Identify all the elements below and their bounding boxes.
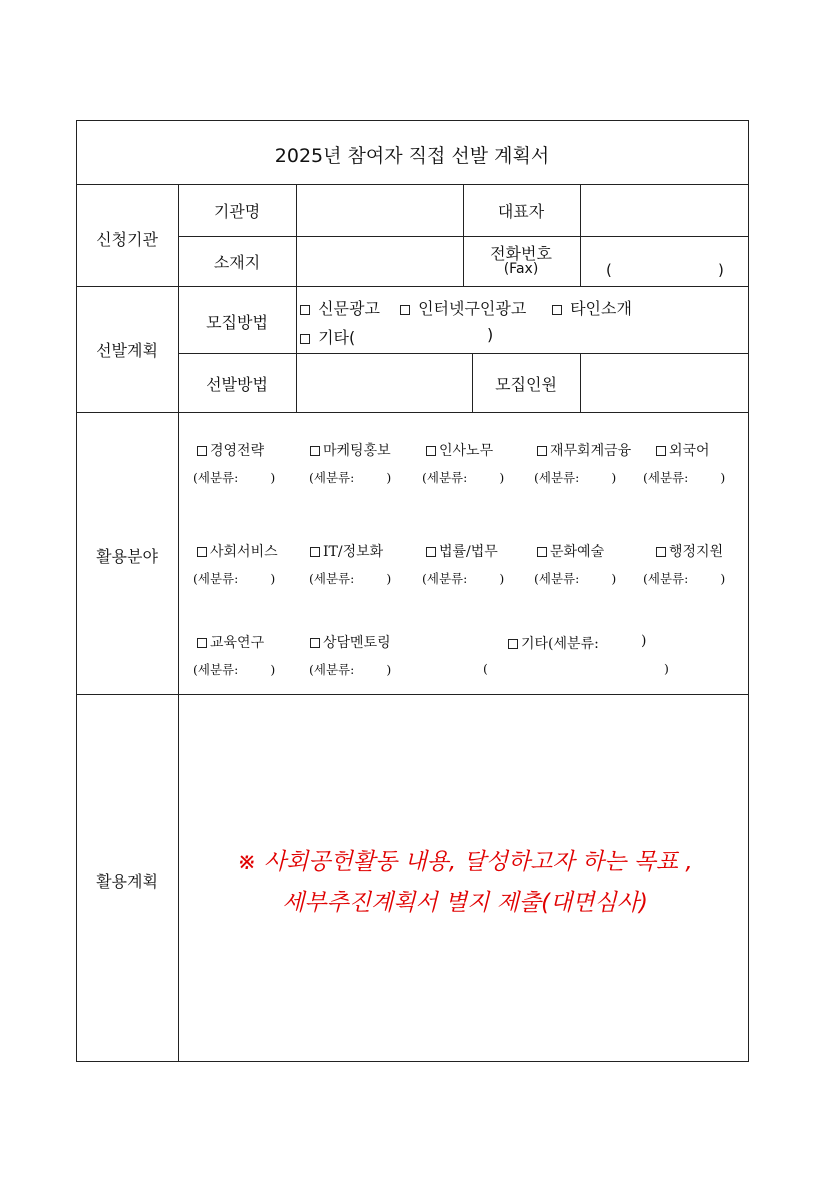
subcategory-close: )	[499, 470, 505, 485]
recruit-count-label: 모집인원	[495, 375, 557, 394]
field-option[interactable]	[310, 440, 391, 460]
subcategory-close: )	[270, 571, 276, 586]
checkbox-icon[interactable]	[300, 305, 310, 315]
checkbox-icon[interactable]	[310, 547, 320, 557]
selection-method-field[interactable]	[298, 355, 471, 411]
subcategory-field[interactable]	[643, 468, 725, 486]
field-other-paren-close: )	[664, 661, 669, 676]
subcategory-label: (세분류:	[193, 662, 239, 677]
divider	[296, 184, 297, 286]
divider	[76, 184, 749, 185]
checkbox-icon[interactable]	[426, 547, 436, 557]
section-label-selection-plan: 선발계획	[96, 341, 158, 360]
recruit-other-close: )	[487, 325, 494, 344]
divider	[76, 694, 749, 695]
checkbox-icon[interactable]	[310, 638, 320, 648]
checkbox-icon[interactable]	[426, 446, 436, 456]
checkbox-icon[interactable]	[537, 446, 547, 456]
divider	[472, 353, 473, 412]
option-label: 기타(세분류:	[521, 636, 599, 652]
org-name-label: 기관명	[213, 202, 261, 221]
option-label: 행정지원	[669, 544, 724, 560]
subcategory-field[interactable]	[309, 660, 391, 678]
fax-label: (Fax)	[503, 261, 539, 277]
subcategory-close: )	[270, 662, 276, 677]
subcategory-close: )	[499, 571, 505, 586]
subcategory-field[interactable]	[193, 468, 275, 486]
subcategory-field[interactable]	[193, 569, 275, 587]
option-label: 교육연구	[210, 635, 265, 651]
checkbox-icon[interactable]	[300, 334, 310, 344]
divider	[76, 412, 749, 413]
recruit-option-referral[interactable]	[552, 296, 632, 319]
field-other-paren-open: (	[483, 661, 488, 676]
field-other-close: )	[641, 633, 647, 649]
subcategory-close: )	[611, 571, 617, 586]
field-option[interactable]	[426, 541, 498, 561]
subcategory-label: (세분류:	[422, 470, 468, 485]
fax-paren-open: (	[606, 261, 612, 279]
recruit-count-field[interactable]	[582, 355, 748, 411]
checkbox-icon[interactable]	[552, 305, 562, 315]
field-option[interactable]	[197, 632, 264, 652]
subcategory-label: (세분류:	[643, 470, 689, 485]
subcategory-field[interactable]	[193, 660, 275, 678]
representative-label: 대표자	[497, 202, 545, 221]
subcategory-close: )	[386, 571, 392, 586]
option-label: 인터넷구인광고	[418, 299, 527, 318]
field-option[interactable]	[537, 541, 604, 561]
checkbox-icon[interactable]	[310, 446, 320, 456]
option-label: 재무회계금융	[550, 443, 632, 459]
subcategory-label: (세분류:	[193, 470, 239, 485]
option-label: 신문광고	[318, 299, 380, 318]
address-label: 소재지	[213, 253, 261, 272]
field-option[interactable]	[656, 541, 723, 561]
org-name-field[interactable]	[298, 186, 462, 235]
divider	[76, 286, 749, 287]
subcategory-close: )	[611, 470, 617, 485]
subcategory-label: (세분류:	[422, 571, 468, 586]
subcategory-close: )	[720, 571, 726, 586]
field-option[interactable]	[310, 632, 391, 652]
field-option[interactable]	[197, 440, 264, 460]
subcategory-field[interactable]	[643, 569, 725, 587]
field-option[interactable]	[310, 541, 383, 561]
divider	[580, 184, 581, 286]
checkbox-icon[interactable]	[537, 547, 547, 557]
subcategory-label: (세분류:	[193, 571, 239, 586]
divider	[178, 184, 179, 1062]
subcategory-field[interactable]	[534, 468, 616, 486]
option-label: 경영전략	[210, 443, 265, 459]
option-label: 마케팅홍보	[323, 443, 391, 459]
subcategory-close: )	[720, 470, 726, 485]
recruit-method-label: 모집방법	[206, 313, 268, 332]
section-label-usage-plan: 활용계획	[96, 872, 158, 891]
checkbox-icon[interactable]	[197, 547, 207, 557]
checkbox-icon[interactable]	[508, 639, 518, 649]
subcategory-field[interactable]	[422, 569, 504, 587]
page-title: 2025년 참여자 직접 선발 계획서	[274, 145, 550, 167]
subcategory-close: )	[386, 662, 392, 677]
subcategory-label: (세분류:	[309, 470, 355, 485]
subcategory-field[interactable]	[309, 468, 391, 486]
option-label: 문화예술	[550, 544, 605, 560]
section-label-applicant: 신청기관	[96, 230, 158, 249]
checkbox-icon[interactable]	[197, 638, 207, 648]
subcategory-close: )	[270, 470, 276, 485]
checkbox-icon[interactable]	[197, 446, 207, 456]
field-option[interactable]	[426, 440, 493, 460]
subcategory-close: )	[386, 470, 392, 485]
divider	[296, 353, 297, 412]
subcategory-label: (세분류:	[534, 571, 580, 586]
option-label: 인사노무	[439, 443, 494, 459]
option-label: 기타(	[318, 328, 356, 347]
checkbox-icon[interactable]	[656, 446, 666, 456]
option-label: 사회서비스	[210, 544, 278, 560]
option-label: 상담멘토링	[323, 635, 391, 651]
subcategory-label: (세분류:	[309, 662, 355, 677]
section-label-field-area: 활용분야	[96, 547, 158, 566]
selection-method-label: 선발방법	[206, 375, 268, 394]
field-option[interactable]	[197, 541, 278, 561]
address-field[interactable]	[298, 238, 462, 285]
option-label: IT/정보화	[323, 544, 384, 560]
phone-label: 전화번호	[490, 244, 552, 263]
divider	[580, 353, 581, 412]
subcategory-field[interactable]	[309, 569, 391, 587]
notice-line-1: ※ 사회공헌활동 내용, 달성하고자 하는 목표 ,	[237, 849, 693, 875]
subcategory-label: (세분류:	[309, 571, 355, 586]
notice-line-2: 세부추진계획서 별지 제출(대면심사)	[282, 890, 648, 916]
recruit-option-internet[interactable]	[400, 296, 526, 319]
divider	[463, 184, 464, 286]
subcategory-field[interactable]	[422, 468, 504, 486]
checkbox-icon[interactable]	[656, 547, 666, 557]
divider	[178, 353, 749, 354]
fax-paren-close: )	[718, 261, 724, 279]
recruit-option-other[interactable]	[300, 325, 355, 348]
checkbox-icon[interactable]	[400, 305, 410, 315]
field-option[interactable]	[656, 440, 710, 460]
representative-field[interactable]	[582, 186, 748, 235]
recruit-option-newspaper[interactable]	[300, 296, 380, 319]
option-label: 타인소개	[570, 299, 632, 318]
field-other-option[interactable]	[508, 633, 599, 653]
subcategory-label: (세분류:	[643, 571, 689, 586]
subcategory-label: (세분류:	[534, 470, 580, 485]
field-option[interactable]	[537, 440, 631, 460]
option-label: 법률/법무	[439, 544, 498, 560]
usage-plan-field[interactable]	[180, 696, 748, 1060]
option-label: 외국어	[669, 443, 710, 459]
subcategory-field[interactable]	[534, 569, 616, 587]
